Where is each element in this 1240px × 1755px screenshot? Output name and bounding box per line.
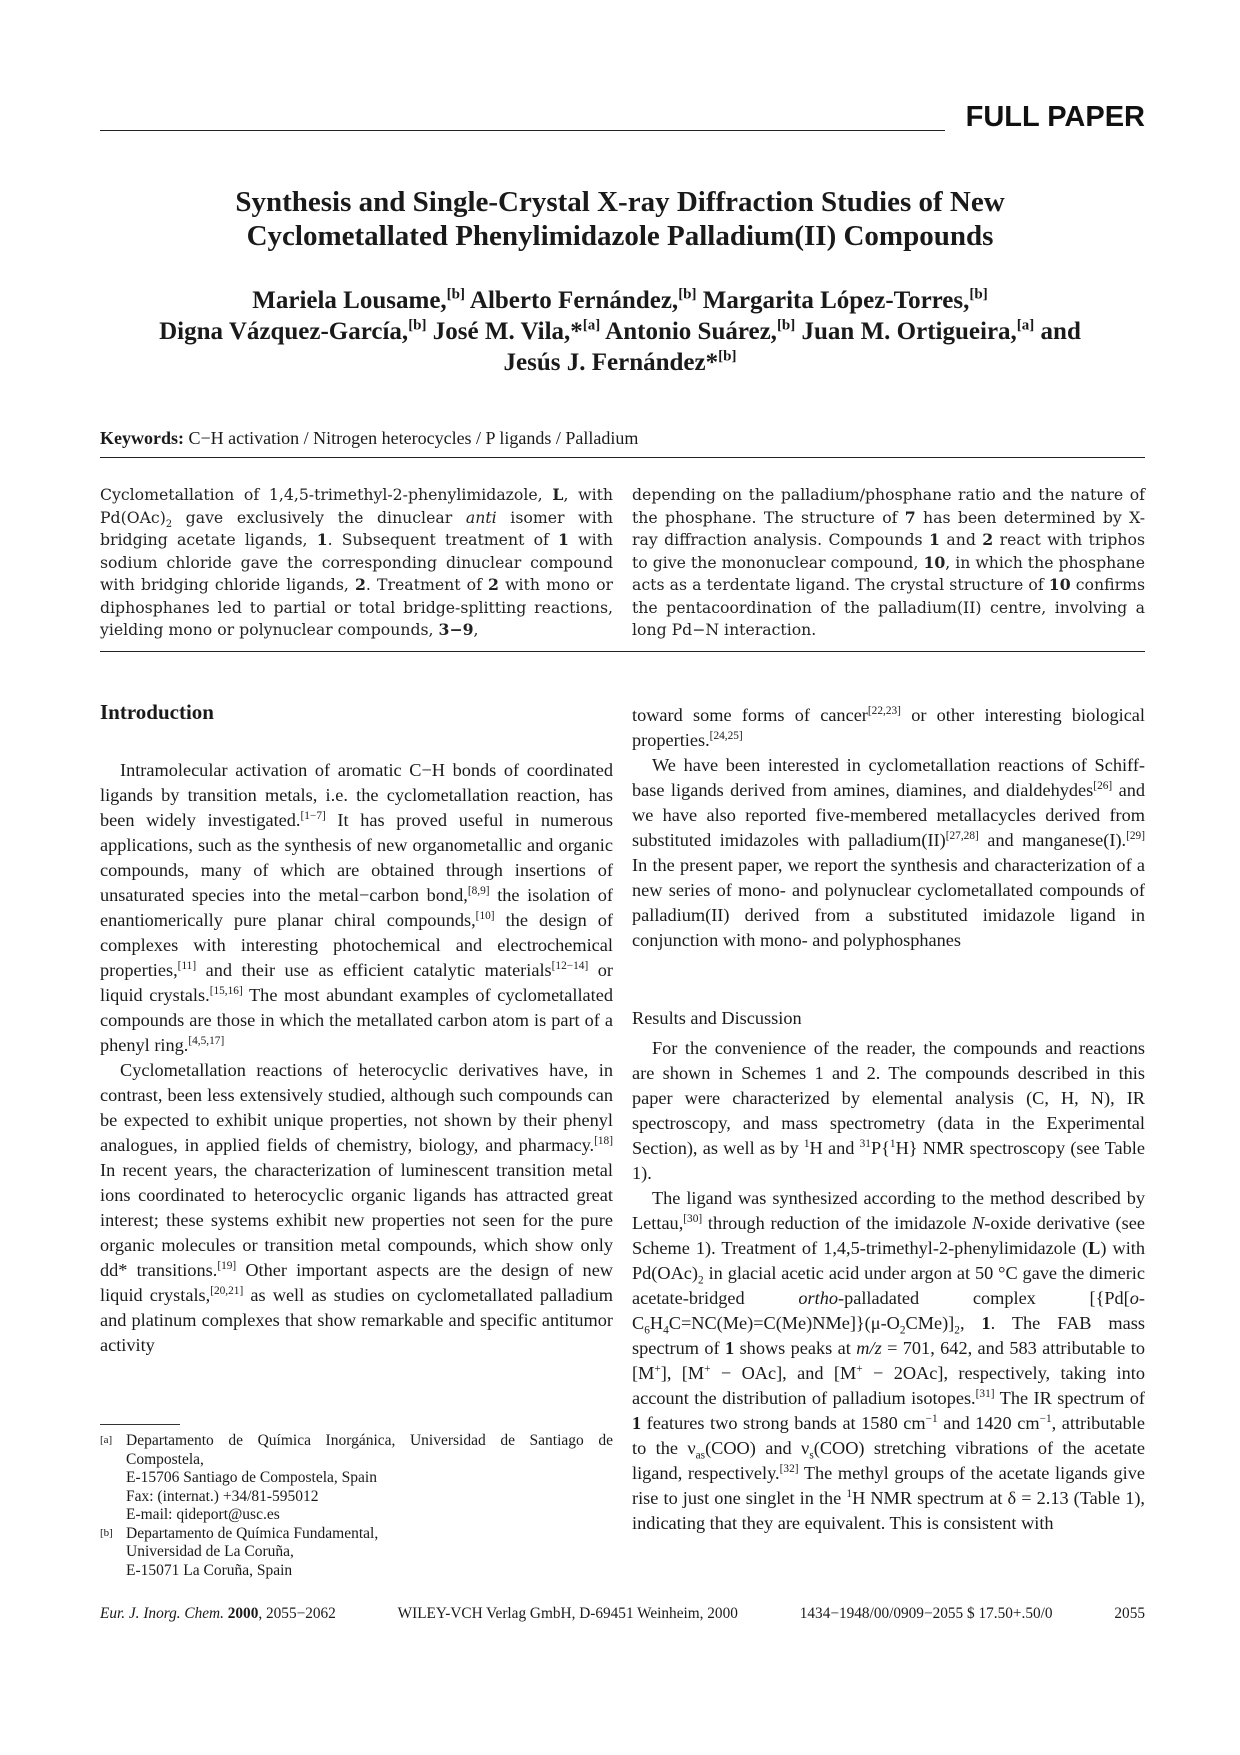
keywords-text: C−H activation / Nitrogen heterocycles / P ligands / Palladium	[188, 428, 639, 448]
author-list	[110, 285, 1130, 378]
author-line-3	[110, 347, 1130, 378]
author-name: Margarita López-Torres,	[702, 287, 970, 314]
footnote-marker: [b]	[100, 1526, 113, 1539]
author-name: Antonio Suárez,	[605, 318, 777, 345]
author-line-1	[110, 285, 1130, 316]
section-heading-results: Results and Discussion	[632, 1008, 802, 1028]
results-paragraph-2: The ligand was synthesized according to the method described by Lettau,[30] through reduction of the imidazole N-oxide derivative (see Scheme 1). Treatment of 1,4,5-trimethyl-2-phenylimidazole (L) with $Pd(OAc)_2$ in glacial acetic acid under argon at 50 °C gave the dimeric acetate-bridged ortho-palladated complex $[\{Pd[o-C_6H_4C=NC(Me)=C(Me)NMe]\}(\mu-O_2CMe)]_2$, 1. The FAB mass spectrum of 1 shows peaks at m/z = 701, 642, and 583 attributable to [M+], [M+ − OAc], and [M+ − 2OAc], respectively, taking into account the distribution of palladium isotopes.[31] The IR spectrum of 1 features two strong bands at 1580 $cm^{-1}$ and 1420 $cm^{-1}$, attributable to the $\nu_{as}(COO)$ and $\nu_s(COO)$ stretching vibrations of the acetate ligand, respectively.[32] The methyl groups of the acetate ligands give rise to just one singlet in the $^1$H NMR spectrum at δ = 2.13 (Table 1), indicating that they are equivalent. This is consistent with	[632, 1188, 1146, 1533]
author-affiliation: [b]	[718, 348, 737, 365]
keywords-rule	[100, 457, 1145, 458]
author-line-2	[110, 316, 1130, 347]
author-name: José M. Vila,*	[432, 318, 583, 345]
abstract-left: Cyclometallation of 1,4,5-trimethyl-2-phenylimidazole, L, with $Pd(OAc)_2$ gave exclusively the dinuclear anti isomer with bridging acetate ligands, 1. Subsequent treatment of 1 with sodium chloride gave the corresponding dinuclear compound with bridging chloride ligands, 2. Treatment of 2 with mono or diphosphanes led to partial or total bridge-splitting reactions, yielding mono or polynuclear compounds, 3−9,	[100, 485, 614, 639]
section-heading-introduction: Introduction	[100, 700, 214, 724]
footer-publisher: WILEY-VCH Verlag GmbH, D-69451 Weinheim, 2000	[397, 1605, 738, 1622]
intro-paragraph-2: Cyclometallation reactions of heterocyclic derivatives have, in contrast, been less extensively studied, although such compounds can be expected to exhibit unique properties, not shown by their phenyl analogues, in applied fields of chemistry, biology, and pharmacy.[18] In recent years, the characterization of luminescent transition metal ions coordinated to heterocyclic organic ligands has attracted great interest; these systems exhibit new properties not seen for the pure organic molecules or transition metal compounds, which show only dd* transitions.[19] Other important aspects are the design of new liquid crystals,[20,21] as well as studies on cyclometallated palladium and platinum complexes that show remarkable and specific antitumor activity	[100, 1060, 614, 1355]
author-affiliation: [b]	[678, 286, 697, 303]
author-affiliation: [b]	[408, 317, 427, 334]
paper-title	[120, 185, 1120, 253]
author-name: Juan M. Ortigueira,	[801, 318, 1017, 345]
keywords-line	[100, 428, 1145, 449]
results-body	[632, 1036, 1145, 1536]
intro-body	[100, 758, 613, 1358]
right-column-top	[632, 703, 1145, 953]
footnote-a: [a] Departamento de Química Inorgánica, Universidad de Santiago de Compostela, E-15706 Santiago de Compostela, Spain Fax: (internat.) +34/81-595012 E-mail: qideport@usc.es	[100, 1432, 613, 1523]
abstract-right: depending on the palladium/phosphane ratio and the nature of the phosphane. The structure of 7 has been determined by X-ray diffraction analysis. Compounds 1 and 2 react with triphos to give the mononuclear compound, 10, in which the phosphane acts as a terdentate ligand. The crystal structure of 10 confirms the pentacoordination of the palladium(II) centre, involving a long Pd−N interaction.	[632, 485, 1145, 639]
intro-paragraph-3: We have been interested in cyclometallation reactions of Schiff-base ligands derived from amines, diamines, and dialdehydes[26] and we have also reported five-membered metallacycles derived from substituted imidazoles with palladium(II)[27,28] and manganese(I).[29] In the present paper, we report the synthesis and characterization of a new series of mono- and polynuclear cyclometallated compounds of palladium(II) derived from a substituted imidazole ligand in conjunction with mono- and polyphosphanes	[632, 755, 1145, 950]
results-paragraph-1: For the convenience of the reader, the compounds and reactions are shown in Schemes 1 and 2. The compounds described in this paper were characterized by elemental analysis (C, H, N), IR spectroscopy, and mass spectrometry (data in the Experimental Section), as well as by $^1$H and $^{31}$P{$^1$H} NMR spectroscopy (see Table 1).	[632, 1038, 1145, 1183]
footnotes	[100, 1432, 613, 1580]
abstract-rule	[100, 651, 1145, 652]
intro-paragraph-1: Intramolecular activation of aromatic C−H bonds of coordinated ligands by transition metals, i.e. the cyclometallation reaction, has been widely investigated.[1−7] It has proved useful in numerous applications, such as the synthesis of new organometallic and organic compounds, many of which are obtained through insertions of unsaturated species into the metal−carbon bond,[8,9] the isolation of enantiomerically pure planar chiral compounds,[10] the design of complexes with interesting photochemical and electrochemical properties,[11] and their use as efficient catalytic materials[12−14] or liquid crystals.[15,16] The most abundant examples of cyclometallated compounds are those in which the metallated carbon atom is part of a phenyl ring.[4,5,17]	[100, 760, 614, 1055]
page-number: 2055	[1114, 1605, 1145, 1622]
author-conjunction: and	[1040, 318, 1081, 345]
footer-issn: 1434−1948/00/0909−2055 $ 17.50+.50/0	[799, 1605, 1053, 1622]
title-line-2: Cyclometallated Phenylimidazole Palladium(II) Compounds	[246, 220, 994, 252]
author-affiliation: [a]	[582, 317, 601, 334]
author-affiliation: [a]	[1016, 317, 1035, 334]
title-line-1: Synthesis and Single-Crystal X-ray Diffraction Studies of New	[235, 186, 1005, 218]
keywords-label: Keywords:	[100, 428, 184, 448]
author-name: Digna Vázquez-García,	[159, 318, 409, 345]
footnote-b: [b] Departamento de Química Fundamental, Universidad de La Coruña, E-15071 La Coruña, Spain	[100, 1524, 379, 1579]
footnote-marker: [a]	[100, 1434, 113, 1446]
footer-citation: Eur. J. Inorg. Chem. 2000, 2055−2062	[100, 1605, 336, 1622]
footnote-rule	[100, 1424, 180, 1425]
page-footer	[100, 1605, 1145, 1623]
header-rule	[100, 130, 945, 131]
author-affiliation: [b]	[446, 286, 466, 303]
header-label: FULL PAPER	[965, 101, 1145, 133]
author-name: Mariela Lousame,	[252, 287, 447, 314]
intro-paragraph-continued: toward some forms of cancer[22,23] or other interesting biological properties.[24,25]	[632, 704, 1145, 750]
author-affiliation: [b]	[969, 286, 988, 303]
author-name: Jesús J. Fernández*	[503, 349, 719, 376]
author-affiliation: [b]	[776, 317, 796, 334]
author-name: Alberto Fernández,	[469, 287, 679, 314]
